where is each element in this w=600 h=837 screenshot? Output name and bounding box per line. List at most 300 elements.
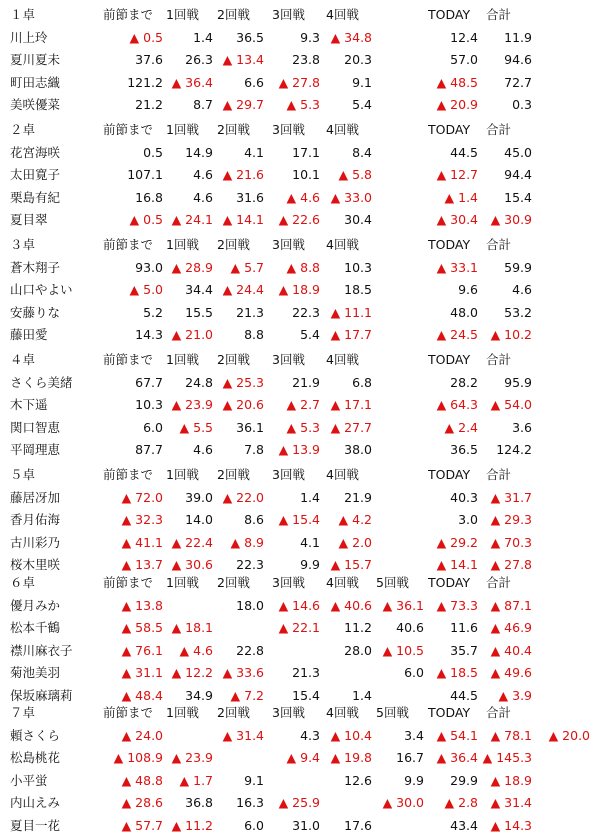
score-today: ▲ 54.1 bbox=[436, 727, 478, 743]
score-r3: 4.3 bbox=[300, 727, 320, 743]
score-prev: ▲ 48.4 bbox=[121, 688, 163, 703]
score-r4: ▲ 11.1 bbox=[330, 304, 372, 320]
score-prev: 14.3 bbox=[135, 327, 163, 343]
header-prev: 前節まで bbox=[103, 575, 154, 590]
score-today: 43.4 bbox=[450, 818, 478, 833]
player-name: 関口智恵 bbox=[10, 419, 61, 435]
table-row bbox=[0, 257, 600, 279]
score-r4: ▲ 34.8 bbox=[330, 29, 372, 45]
score-r3: ▲ 25.9 bbox=[278, 795, 320, 811]
player-name: 香月佑海 bbox=[10, 512, 61, 528]
score-prev: 87.7 bbox=[135, 442, 163, 458]
score-r1: 34.9 bbox=[185, 688, 213, 703]
player-name: 襟川麻衣子 bbox=[10, 642, 73, 658]
score-total: ▲ 31.7 bbox=[490, 489, 532, 505]
header-r4: 4回戦 bbox=[326, 7, 359, 22]
table-row bbox=[0, 617, 600, 639]
score-r5: 40.6 bbox=[396, 620, 424, 636]
score-today: ▲ 18.5 bbox=[436, 665, 478, 681]
score-r2: ▲ 14.1 bbox=[222, 212, 264, 228]
table-row bbox=[0, 94, 600, 116]
header-today: TODAY bbox=[428, 237, 471, 252]
score-r5: 9.9 bbox=[404, 772, 424, 788]
player-name: 藤田愛 bbox=[10, 327, 48, 343]
score-r2: 6.6 bbox=[244, 74, 264, 90]
header-r1: 1回戦 bbox=[166, 237, 199, 252]
score-r3: ▲ 5.3 bbox=[286, 419, 320, 435]
player-name: 夏目一花 bbox=[10, 818, 61, 833]
score-r1: 24.8 bbox=[185, 374, 213, 390]
score-r4: 17.6 bbox=[344, 818, 372, 833]
score-total: ▲ 18.9 bbox=[490, 772, 532, 788]
table-row bbox=[0, 640, 600, 662]
header-total: 合計 bbox=[486, 352, 512, 367]
score-r2: ▲ 13.4 bbox=[222, 52, 264, 68]
score-prev: ▲ 28.6 bbox=[121, 795, 163, 811]
score-r3: ▲ 22.6 bbox=[278, 212, 320, 228]
score-r2: 18.0 bbox=[236, 597, 264, 613]
score-total: ▲ 49.6 bbox=[490, 665, 532, 681]
score-total: ▲ 31.4 bbox=[490, 795, 532, 811]
header-r5: 5回戦 bbox=[376, 575, 409, 590]
score-today: ▲ 1.4 bbox=[444, 189, 478, 205]
table-header-row bbox=[0, 4, 600, 26]
score-today: ▲ 14.1 bbox=[436, 557, 478, 573]
score-prev: ▲ 58.5 bbox=[121, 620, 163, 636]
score-total: ▲ 3.9 bbox=[498, 688, 532, 703]
score-r4: ▲ 15.7 bbox=[330, 557, 372, 573]
player-name: 松島桃花 bbox=[10, 750, 61, 766]
score-prev: 16.8 bbox=[135, 189, 163, 205]
score-r3: 4.1 bbox=[300, 534, 320, 550]
player-name: 山口やよい bbox=[10, 282, 73, 298]
score-today: ▲ 73.3 bbox=[436, 597, 478, 613]
score-prev: 0.5 bbox=[143, 144, 163, 160]
player-name: 安藤りな bbox=[10, 304, 61, 320]
score-prev: 37.6 bbox=[135, 52, 163, 68]
score-today: 40.3 bbox=[450, 489, 478, 505]
score-today: 12.4 bbox=[450, 29, 478, 45]
header-total: 合計 bbox=[486, 7, 512, 22]
score-total: 59.9 bbox=[504, 259, 532, 275]
table-label: ７卓 bbox=[10, 705, 36, 720]
score-r2: 4.1 bbox=[244, 144, 264, 160]
table-row bbox=[0, 532, 600, 554]
header-r4: 4回戦 bbox=[326, 352, 359, 367]
score-r1: ▲ 23.9 bbox=[171, 750, 213, 766]
table-label: ５卓 bbox=[10, 467, 36, 482]
score-r2: ▲ 5.7 bbox=[230, 259, 264, 275]
score-r4: 11.2 bbox=[344, 620, 372, 636]
header-total: 合計 bbox=[486, 575, 512, 590]
score-r3: ▲ 5.3 bbox=[286, 97, 320, 113]
player-name: 平岡理恵 bbox=[10, 442, 61, 458]
score-r2: 8.6 bbox=[244, 512, 264, 528]
score-total: 4.6 bbox=[512, 282, 532, 298]
score-r2: 7.8 bbox=[244, 442, 264, 458]
score-r3: 22.3 bbox=[292, 304, 320, 320]
header-r4: 4回戦 bbox=[326, 237, 359, 252]
score-r4: ▲ 4.2 bbox=[338, 512, 372, 528]
score-prev: ▲ 48.8 bbox=[121, 772, 163, 788]
score-today: ▲ 30.4 bbox=[436, 212, 478, 228]
score-r3: ▲ 2.7 bbox=[286, 397, 320, 413]
header-today: TODAY bbox=[428, 575, 471, 590]
table-row bbox=[0, 209, 600, 231]
score-total: 95.9 bbox=[504, 374, 532, 390]
table-row bbox=[0, 662, 600, 684]
score-today: 9.6 bbox=[458, 282, 478, 298]
player-name: 川上玲 bbox=[10, 29, 48, 45]
score-r1: 4.6 bbox=[193, 442, 213, 458]
table-row bbox=[0, 187, 600, 209]
header-r1: 1回戦 bbox=[166, 467, 199, 482]
table-row bbox=[0, 595, 600, 617]
score-r2: ▲ 20.6 bbox=[222, 397, 264, 413]
score-r4: 6.8 bbox=[352, 374, 372, 390]
header-total: 合計 bbox=[486, 122, 512, 137]
score-r5: ▲ 10.5 bbox=[382, 642, 424, 658]
score-prev: ▲ 57.7 bbox=[121, 818, 163, 833]
score-total: ▲ 78.1 bbox=[490, 727, 532, 743]
score-total: 94.4 bbox=[504, 167, 532, 183]
score-r1: 14.0 bbox=[185, 512, 213, 528]
score-total: ▲ 46.9 bbox=[490, 620, 532, 636]
score-total: 11.9 bbox=[504, 29, 532, 45]
player-name: さくら美緒 bbox=[10, 374, 73, 390]
score-r2: 9.1 bbox=[244, 772, 264, 788]
header-r4: 4回戦 bbox=[326, 122, 359, 137]
score-prev: ▲ 13.8 bbox=[121, 597, 163, 613]
table-row bbox=[0, 142, 600, 164]
score-prev: ▲ 31.1 bbox=[121, 665, 163, 681]
score-r4: ▲ 40.6 bbox=[330, 597, 372, 613]
header-r2: 2回戦 bbox=[217, 7, 250, 22]
header-r3: 3回戦 bbox=[272, 122, 305, 137]
header-prev: 前節まで bbox=[103, 467, 154, 482]
score-r4: ▲ 10.4 bbox=[330, 727, 372, 743]
score-today: 36.5 bbox=[450, 442, 478, 458]
table-row bbox=[0, 27, 600, 49]
score-today: ▲ 33.1 bbox=[436, 259, 478, 275]
score-total: ▲ 87.1 bbox=[490, 597, 532, 613]
player-name: 頼さくら bbox=[10, 727, 61, 743]
score-r4: 9.1 bbox=[352, 74, 372, 90]
score-r2: ▲ 29.7 bbox=[222, 97, 264, 113]
score-r2: 36.1 bbox=[236, 419, 264, 435]
player-name: 花宮海咲 bbox=[10, 144, 61, 160]
score-r4: 21.9 bbox=[344, 489, 372, 505]
score-r3: ▲ 14.6 bbox=[278, 597, 320, 613]
score-r1: 4.6 bbox=[193, 167, 213, 183]
score-r1: ▲ 18.1 bbox=[171, 620, 213, 636]
score-r4: 5.4 bbox=[352, 97, 372, 113]
header-r1: 1回戦 bbox=[166, 705, 199, 720]
score-today: 44.5 bbox=[450, 144, 478, 160]
score-today: 28.2 bbox=[450, 374, 478, 390]
score-r2: ▲ 25.3 bbox=[222, 374, 264, 390]
score-prev: ▲ 0.5 bbox=[129, 29, 163, 45]
score-r2: 21.3 bbox=[236, 304, 264, 320]
player-name: 内山えみ bbox=[10, 795, 61, 811]
score-r3: 31.0 bbox=[292, 818, 320, 833]
score-r1: 8.7 bbox=[193, 97, 213, 113]
table-row bbox=[0, 509, 600, 531]
header-r3: 3回戦 bbox=[272, 237, 305, 252]
header-r3: 3回戦 bbox=[272, 7, 305, 22]
player-name: 菊池美羽 bbox=[10, 665, 61, 681]
player-name: 太田寛子 bbox=[10, 167, 61, 183]
score-prev: 121.2 bbox=[127, 74, 163, 90]
header-total: 合計 bbox=[486, 237, 512, 252]
score-r3: ▲ 18.9 bbox=[278, 282, 320, 298]
score-today: 48.0 bbox=[450, 304, 478, 320]
table-header-row bbox=[0, 349, 600, 371]
score-today: 35.7 bbox=[450, 642, 478, 658]
score-r4: 10.3 bbox=[344, 259, 372, 275]
score-prev: ▲ 5.0 bbox=[129, 282, 163, 298]
table-row bbox=[0, 747, 600, 769]
score-today: 57.0 bbox=[450, 52, 478, 68]
table-row bbox=[0, 792, 600, 814]
player-name: 松本千鶴 bbox=[10, 620, 61, 636]
header-r1: 1回戦 bbox=[166, 575, 199, 590]
player-name: 夏目翠 bbox=[10, 212, 48, 228]
header-r3: 3回戦 bbox=[272, 352, 305, 367]
score-r1: 15.5 bbox=[185, 304, 213, 320]
table-row bbox=[0, 372, 600, 394]
score-r1: ▲ 36.4 bbox=[171, 74, 213, 90]
table-row bbox=[0, 487, 600, 509]
score-r2: ▲ 7.2 bbox=[230, 688, 264, 703]
header-r5: 5回戦 bbox=[376, 705, 409, 720]
header-r2: 2回戦 bbox=[217, 575, 250, 590]
score-r2: 22.3 bbox=[236, 557, 264, 573]
table-label: ２卓 bbox=[10, 122, 36, 137]
score-r4: 8.4 bbox=[352, 144, 372, 160]
header-r4: 4回戦 bbox=[326, 467, 359, 482]
table-row bbox=[0, 417, 600, 439]
score-total: ▲ 29.3 bbox=[490, 512, 532, 528]
score-prev: 107.1 bbox=[127, 167, 163, 183]
score-r3: 10.1 bbox=[292, 167, 320, 183]
score-prev: ▲ 76.1 bbox=[121, 642, 163, 658]
score-r4: ▲ 17.1 bbox=[330, 397, 372, 413]
score-r1: ▲ 1.7 bbox=[179, 772, 213, 788]
header-r2: 2回戦 bbox=[217, 705, 250, 720]
header-r2: 2回戦 bbox=[217, 352, 250, 367]
score-total: 0.3 bbox=[512, 97, 532, 113]
score-r1: 4.6 bbox=[193, 189, 213, 205]
score-r1: 26.3 bbox=[185, 52, 213, 68]
score-total: 3.6 bbox=[512, 419, 532, 435]
score-r1: ▲ 11.2 bbox=[171, 818, 213, 833]
table-row bbox=[0, 815, 600, 837]
score-prev: ▲ 41.1 bbox=[121, 534, 163, 550]
table-label: １卓 bbox=[10, 7, 36, 22]
player-name: 夏川夏未 bbox=[10, 52, 61, 68]
score-prev: 5.2 bbox=[143, 304, 163, 320]
score-r1: ▲ 23.9 bbox=[171, 397, 213, 413]
score-r1: ▲ 4.6 bbox=[179, 642, 213, 658]
header-today: TODAY bbox=[428, 467, 471, 482]
score-r2: ▲ 22.0 bbox=[222, 489, 264, 505]
score-r3: ▲ 15.4 bbox=[278, 512, 320, 528]
score-r1: ▲ 22.4 bbox=[171, 534, 213, 550]
score-r3: 21.9 bbox=[292, 374, 320, 390]
score-prev: ▲ 32.3 bbox=[121, 512, 163, 528]
table-row bbox=[0, 164, 600, 186]
score-prev: ▲ 108.9 bbox=[113, 750, 163, 766]
score-today: ▲ 29.2 bbox=[436, 534, 478, 550]
score-today: 11.6 bbox=[450, 620, 478, 636]
header-today: TODAY bbox=[428, 122, 471, 137]
score-prev: 21.2 bbox=[135, 97, 163, 113]
player-name: 藤居冴加 bbox=[10, 489, 61, 505]
score-today: 3.0 bbox=[458, 512, 478, 528]
header-prev: 前節まで bbox=[103, 705, 154, 720]
score-r3: 17.1 bbox=[292, 144, 320, 160]
score-r2: 31.6 bbox=[236, 189, 264, 205]
player-name: 栗島有紀 bbox=[10, 189, 61, 205]
table-header-row bbox=[0, 572, 600, 594]
score-r3: 21.3 bbox=[292, 665, 320, 681]
score-extra: ▲ 20.0 bbox=[548, 727, 590, 743]
table-header-row bbox=[0, 702, 600, 724]
score-r3: ▲ 27.8 bbox=[278, 74, 320, 90]
score-r1: 1.4 bbox=[193, 29, 213, 45]
table-row bbox=[0, 302, 600, 324]
table-label: ３卓 bbox=[10, 237, 36, 252]
player-name: 美咲優菜 bbox=[10, 97, 61, 113]
score-prev: ▲ 13.7 bbox=[121, 557, 163, 573]
table-row bbox=[0, 394, 600, 416]
score-r3: 9.9 bbox=[300, 557, 320, 573]
table-row bbox=[0, 49, 600, 71]
score-today: ▲ 2.8 bbox=[444, 795, 478, 811]
table-row bbox=[0, 72, 600, 94]
header-prev: 前節まで bbox=[103, 352, 154, 367]
score-r4: 1.4 bbox=[352, 688, 372, 703]
player-name: 木下遥 bbox=[10, 397, 48, 413]
score-r4: ▲ 5.8 bbox=[338, 167, 372, 183]
score-r3: ▲ 22.1 bbox=[278, 620, 320, 636]
header-r1: 1回戦 bbox=[166, 7, 199, 22]
score-r2: 22.8 bbox=[236, 642, 264, 658]
score-r4: ▲ 27.7 bbox=[330, 419, 372, 435]
score-today: ▲ 36.4 bbox=[436, 750, 478, 766]
score-total: 53.2 bbox=[504, 304, 532, 320]
header-today: TODAY bbox=[428, 7, 471, 22]
score-r1: ▲ 30.6 bbox=[171, 557, 213, 573]
table-header-row bbox=[0, 464, 600, 486]
score-r4: 30.4 bbox=[344, 212, 372, 228]
player-name: 保坂麻璃莉 bbox=[10, 688, 73, 703]
score-r2: ▲ 21.6 bbox=[222, 167, 264, 183]
header-prev: 前節まで bbox=[103, 7, 154, 22]
score-total: 94.6 bbox=[504, 52, 532, 68]
score-total: 45.0 bbox=[504, 144, 532, 160]
table-label: ６卓 bbox=[10, 575, 36, 590]
score-r1: 34.4 bbox=[185, 282, 213, 298]
player-name: 桜木里咲 bbox=[10, 557, 61, 573]
score-r2: 8.8 bbox=[244, 327, 264, 343]
score-r4: ▲ 17.7 bbox=[330, 327, 372, 343]
score-r3: 1.4 bbox=[300, 489, 320, 505]
score-total: ▲ 54.0 bbox=[490, 397, 532, 413]
table-row bbox=[0, 725, 600, 747]
score-today: ▲ 64.3 bbox=[436, 397, 478, 413]
score-r1: ▲ 12.2 bbox=[171, 665, 213, 681]
score-r5: 3.4 bbox=[404, 727, 424, 743]
score-r4: ▲ 2.0 bbox=[338, 534, 372, 550]
score-r5: ▲ 30.0 bbox=[382, 795, 424, 811]
score-r4: 20.3 bbox=[344, 52, 372, 68]
score-r4: ▲ 33.0 bbox=[330, 189, 372, 205]
score-r3: ▲ 8.8 bbox=[286, 259, 320, 275]
score-today: ▲ 24.5 bbox=[436, 327, 478, 343]
header-r3: 3回戦 bbox=[272, 705, 305, 720]
score-prev: ▲ 24.0 bbox=[121, 727, 163, 743]
score-total: ▲ 14.3 bbox=[490, 818, 532, 833]
header-prev: 前節まで bbox=[103, 237, 154, 252]
table-row bbox=[0, 770, 600, 792]
header-total: 合計 bbox=[486, 705, 512, 720]
score-r1: ▲ 21.0 bbox=[171, 327, 213, 343]
score-r2: ▲ 33.6 bbox=[222, 665, 264, 681]
score-total: 124.2 bbox=[496, 442, 532, 458]
player-name: 蒼木翔子 bbox=[10, 259, 61, 275]
score-prev: 6.0 bbox=[143, 419, 163, 435]
score-r4: 38.0 bbox=[344, 442, 372, 458]
header-today: TODAY bbox=[428, 705, 471, 720]
score-r2: ▲ 31.4 bbox=[222, 727, 264, 743]
score-total: ▲ 70.3 bbox=[490, 534, 532, 550]
header-r2: 2回戦 bbox=[217, 122, 250, 137]
score-r2: 36.5 bbox=[236, 29, 264, 45]
header-r1: 1回戦 bbox=[166, 352, 199, 367]
score-today: 29.9 bbox=[450, 772, 478, 788]
score-today: ▲ 2.4 bbox=[444, 419, 478, 435]
score-r1: 14.9 bbox=[185, 144, 213, 160]
score-r5: 16.7 bbox=[396, 750, 424, 766]
score-r5: 6.0 bbox=[404, 665, 424, 681]
score-total: ▲ 10.2 bbox=[490, 327, 532, 343]
score-prev: 93.0 bbox=[135, 259, 163, 275]
header-r3: 3回戦 bbox=[272, 467, 305, 482]
score-r2: ▲ 8.9 bbox=[230, 534, 264, 550]
score-total: ▲ 27.8 bbox=[490, 557, 532, 573]
score-r3: 9.3 bbox=[300, 29, 320, 45]
player-name: 優月みか bbox=[10, 597, 61, 613]
player-name: 古川彩乃 bbox=[10, 534, 61, 550]
header-r2: 2回戦 bbox=[217, 237, 250, 252]
table-header-row bbox=[0, 234, 600, 256]
table-row bbox=[0, 279, 600, 301]
score-r3: ▲ 9.4 bbox=[286, 750, 320, 766]
score-total: 15.4 bbox=[504, 189, 532, 205]
score-r4: 18.5 bbox=[344, 282, 372, 298]
score-total: 72.7 bbox=[504, 74, 532, 90]
score-r2: 6.0 bbox=[244, 818, 264, 833]
player-name: 小平蛍 bbox=[10, 772, 48, 788]
score-r3: 5.4 bbox=[300, 327, 320, 343]
score-total: ▲ 145.3 bbox=[482, 750, 532, 766]
score-r1: 39.0 bbox=[185, 489, 213, 505]
score-prev: 67.7 bbox=[135, 374, 163, 390]
header-r4: 4回戦 bbox=[326, 575, 359, 590]
score-r4: 28.0 bbox=[344, 642, 372, 658]
